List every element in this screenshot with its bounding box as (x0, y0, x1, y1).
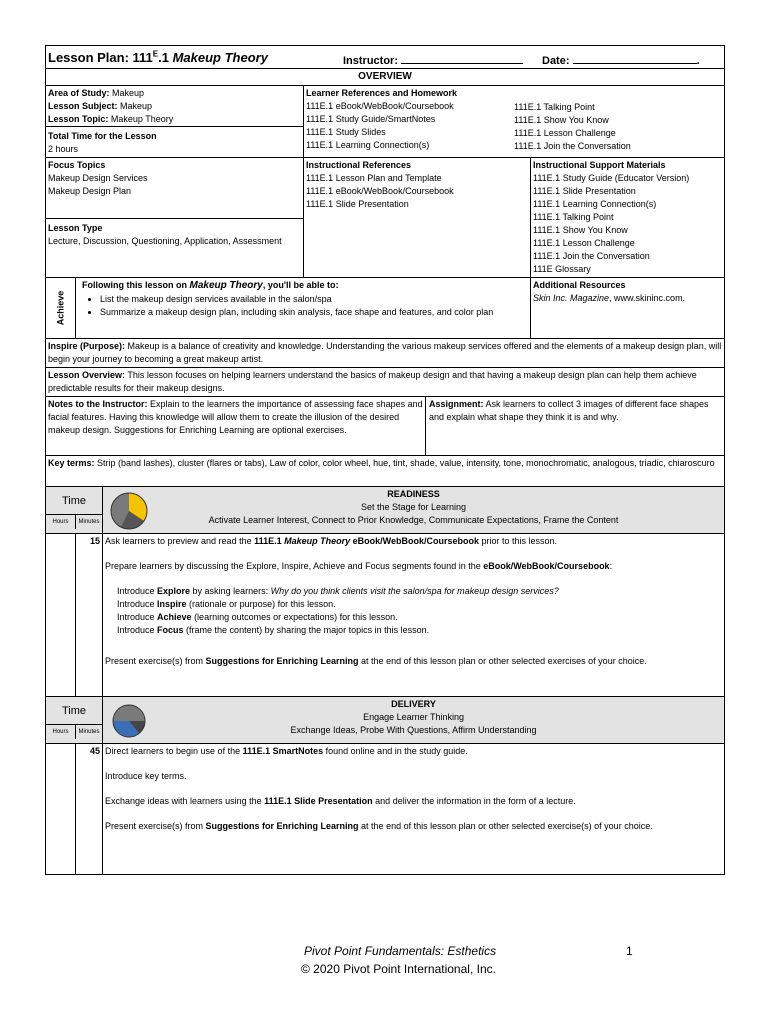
focus-and-type-block: Focus Topics Makeup Design Services Makeup Design Plan Lesson Type Lecture, Discussion, Questioning, Application, Assessment (46, 158, 304, 278)
delivery-minutes: 45 (76, 744, 103, 875)
readiness-body: Ask learners to preview and read the 111E.1 Makeup Theory eBook/WebBook/Coursebook prior to this lesson. Prepare learners by discussing the Explore, Inspire, Achieve and Focus segments found in the eBook/WebBook/Coursebook: Introduce Explore by asking learners: Why do you think clients visit the salon/spa for makeup design services? Introduce Inspire (rationale or purpose) for this lesson. Introduce Achieve (learning outcomes or expectations) for this lesson. Introduce Focus (frame the content) by sharing the major topics in this lesson. Present exercise(s) from Suggestions for Enriching Learning at the end of this lesson plan or other selected exercises of your choice. (103, 534, 725, 697)
delivery-pie-icon (109, 701, 149, 741)
list-item: 111E.1 Study Slides (306, 127, 386, 137)
readiness-pie-icon (109, 491, 149, 531)
page-number: 1 (626, 944, 633, 958)
time-header: Time Hours Minutes (46, 697, 103, 744)
readiness-header: READINESS Set the Stage for Learning Activate Learner Interest, Connect to Prior Knowledge, Communicate Expectations, Frame the Content (103, 487, 725, 534)
area-of-study-block: Area of Study: Makeup Lesson Subject: Makeup Lesson Topic: Makeup Theory Total Time for the Lesson 2 hours (46, 86, 304, 158)
overview-heading: OVERVIEW (46, 69, 725, 86)
footer-book-title: Pivot Point Fundamentals: Esthetics (304, 944, 497, 958)
notes-to-instructor: Notes to the Instructor: Explain to the learners the importance of assessing face shapes and facial features. Having this knowledge will allow them to create the illusion of the desired makeup design. Suggestions for Enriching Learning are optional exercises. (46, 397, 426, 456)
readiness-hours (46, 534, 76, 697)
lesson-plan-sheet (45, 45, 724, 875)
delivery-header: DELIVERY Engage Learner Thinking Exchange Ideas, Probe With Questions, Affirm Understanding (103, 697, 725, 744)
additional-resources: Additional Resources Skin Inc. Magazine, www.skininc.com. (531, 278, 725, 339)
inspire-purpose: Inspire (Purpose): Makeup is a balance of creativity and knowledge. Understanding the various makeup services offered and the elements of a makeup design plan, will begin your journey to becoming a great makeup artist. (46, 339, 725, 368)
instructor-field[interactable]: Instructor: (343, 53, 523, 68)
list-item: • Summarize a makeup design plan, including skin analysis, face shape and features, and color plan (100, 306, 528, 319)
footer-copyright: © 2020 Pivot Point International, Inc. (301, 962, 496, 976)
assignment: Assignment: Ask learners to collect 3 images of different face shapes and explain what shape they think it is and why. (426, 397, 725, 456)
list-item: • List the makeup design services available in the salon/spa (100, 293, 528, 306)
list-item: 111E.1 Join the Conversation (514, 141, 631, 151)
lesson-plan-table (45, 45, 725, 875)
achieve-label-cell: Achieve (46, 278, 76, 339)
delivery-body: Direct learners to begin use of the 111E.1 SmartNotes found online and in the study guide. Introduce key terms. Exchange ideas with learners using the 111E.1 Slide Presentation and deliver the information in the form of a lecture. Present exercise(s) from Suggestions for Enriching Learning at the end of this lesson plan or other selected exercise(s) of your choice. (103, 744, 725, 875)
list-item: 111E.1 Show You Know (514, 115, 609, 125)
learner-references: Learner References and Homework 111E.1 eBook/WebBook/Coursebook 111E.1 Study Guide/SmartNotes 111E.1 Study Slides 111E.1 Learning Connection(s) 111E.1 Talking Point 111E.1 Show You Know 111E.1 Lesson Challenge 111E.1 Join the Conversation (304, 86, 725, 158)
list-item: 111E.1 Study Guide/SmartNotes (306, 114, 436, 124)
time-header: Time Hours Minutes (46, 487, 103, 534)
list-item: 111E.1 Talking Point (514, 102, 595, 112)
delivery-hours (46, 744, 76, 875)
instructional-references: Instructional References 111E.1 Lesson Plan and Template 111E.1 eBook/WebBook/Coursebook 111E.1 Slide Presentation (304, 158, 531, 278)
support-materials: Instructional Support Materials 111E.1 Study Guide (Educator Version) 111E.1 Slide Presentation 111E.1 Learning Connection(s) 111E.1 Talking Point 111E.1 Show You Know 111E.1 Lesson Challenge 111E.1 Join the Conversation 111E Glossary (531, 158, 725, 278)
list-item: 111E.1 Lesson Challenge (514, 128, 616, 138)
date-field[interactable]: Date: . (542, 55, 700, 67)
lesson-plan-title: Lesson Plan: $111^E.1$ Makeup Theory (48, 49, 268, 66)
achieve-objectives: Following this lesson on Makeup Theory, you'll be able to: • List the makeup design services available in the salon/spa • Summarize a makeup design plan, including skin analysis, face shape and features, and color plan (76, 278, 531, 339)
header-row (46, 46, 725, 69)
lesson-overview: Lesson Overview: This lesson focuses on helping learners understand the basics of makeup design and that having a makeup design plan can help them achieve predictable results for their makeup designs. (46, 368, 725, 397)
key-terms: Key terms: Strip (band lashes), cluster (flares or tabs), Law of color, color wheel, hue, tint, shade, value, intensity, tone, monochromatic, analogous, triadic, chiaroscuro (46, 456, 725, 487)
readiness-minutes: 15 (76, 534, 103, 697)
list-item: 111E.1 Learning Connection(s) (306, 140, 430, 150)
list-item: 111E.1 eBook/WebBook/Coursebook (306, 101, 454, 111)
